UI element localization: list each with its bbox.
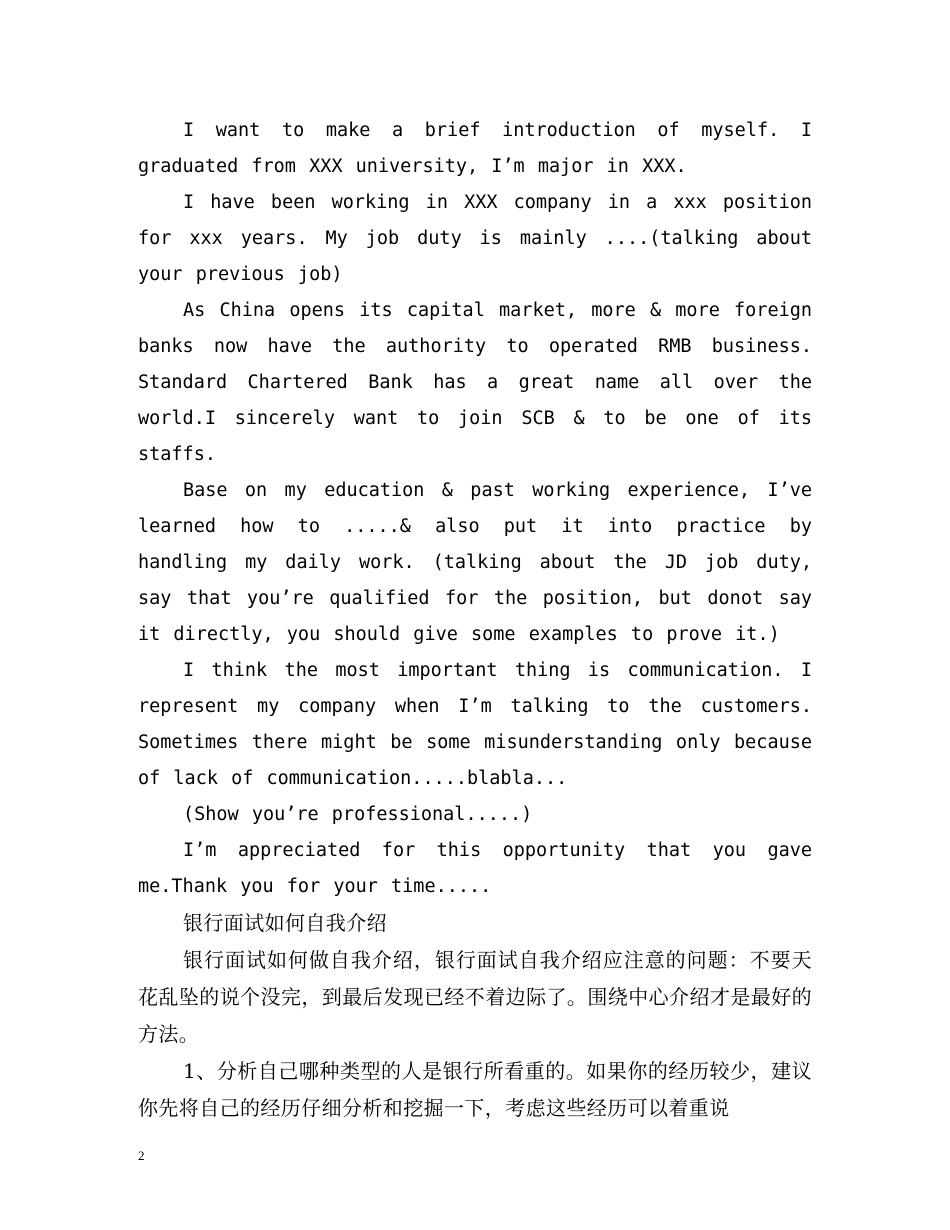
paragraph-cn-intro: 银行面试如何做自我介绍，银行面试自我介绍应注意的问题：不要天花乱坠的说个没完，到最后发现已经不着边际了。围绕中心介绍才是最好的方法。 <box>138 948 812 1046</box>
paragraph-motivation: As China opens its capital market, more & more foreign banks now have the authority to operated RMB business. Standard Chartered Bank has a great name all over the world.I sincerely want to join SCB & to be one of its staffs. <box>138 300 812 465</box>
paragraph-professional-note: (Show you’re professional.....) <box>183 804 533 825</box>
paragraph-qualification: Base on my education & past working experience, I’ve learned how to .....& also put it into practice by handling my daily work. (talking about the JD job duty, say that you’re qualified for the position, but donot say it directly, you should give some examples to prove it.) <box>138 480 812 645</box>
paragraph-work-experience: I have been working in XXX company in a xxx position for xxx years. My job duty is mainly ....(talking about your previous job) <box>138 192 812 285</box>
page-body <box>138 113 812 1127</box>
paragraph-intro: I want to make a brief introduction of myself. I graduated from XXX university, I’m major in XXX. <box>138 120 812 177</box>
paragraph-communication: I think the most important thing is communication. I represent my company when I’m talking to the customers. Sometimes there might be some misunderstanding only because of lack of communication.....blabla... <box>138 660 812 789</box>
page-number: 2 <box>138 1148 145 1163</box>
section-heading: 银行面试如何自我介绍 <box>183 911 387 935</box>
paragraph-cn-point-1: 1、分析自己哪种类型的人是银行所看重的。如果你的经历较少，建议你先将自己的经历仔细分析和挖掘一下，考虑这些经历可以着重说 <box>138 1059 812 1120</box>
paragraph-thanks: I’m appreciated for this opportunity that you gave me.Thank you for your time..... <box>138 840 812 897</box>
